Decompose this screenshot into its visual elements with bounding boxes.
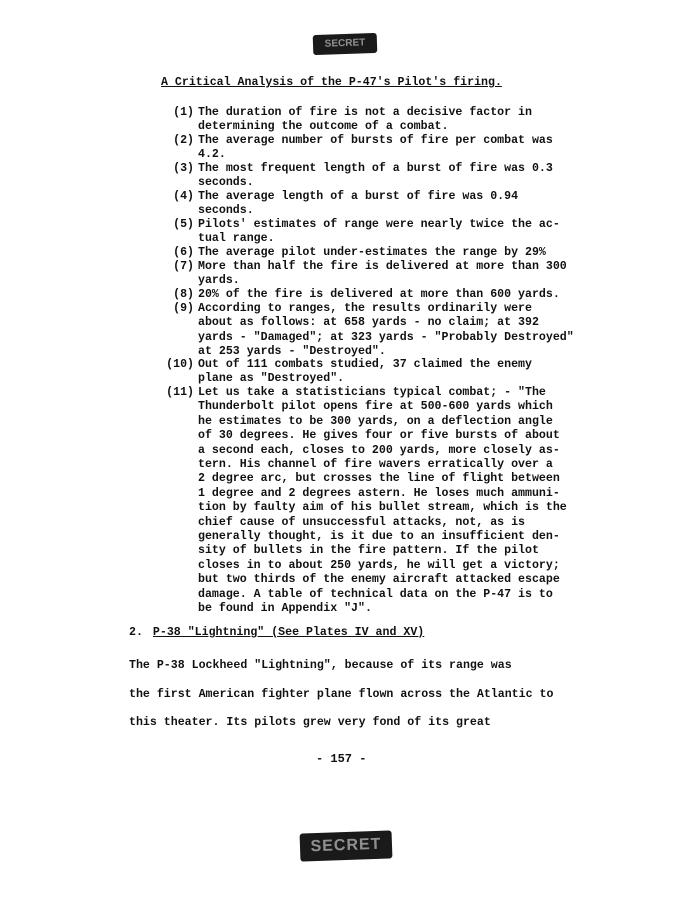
- list-item-text: Pilots' estimates of range were nearly twice the ac- tual range.: [198, 218, 560, 246]
- list-item-number: (3): [173, 162, 194, 175]
- stamp-bottom-text: SECRET: [310, 835, 382, 856]
- list-item-number: (4): [173, 190, 194, 203]
- list-item-number: (1): [173, 106, 194, 119]
- section-number: 2.: [129, 626, 143, 639]
- section-heading: [129, 626, 424, 639]
- list-item-text: Let us take a statisticians typical combat; - "The Thunderbolt pilot opens fire at 500-600 yards which he estimates to be 300 yards, on a deflection angle of 30 degrees. He gives four or five bursts of about a second each, closes to 200 yards, more closely as- tern. His channel of fire wavers erratically over a 2 degree arc, but crosses the line of flight between 1 degree and 2 degrees astern. He loses much ammuni- tion by faulty aim of his bullet stream, which is the chief cause of unsuccessful attacks, not, as is generally thought, is it due to an insufficient den- sity of bullets in the fire pattern. If the pilot closes in to about 250 yards, he will get a victory; but two thirds of the enemy aircraft attacked escape damage. A table of technical data on the P-47 is to be found in Appendix "J".: [198, 386, 567, 616]
- body-paragraph: The P-38 Lockheed "Lightning", because of its range was the first American fighter plane flown across the Atlantic to this theater. Its pilots grew very fond of its great: [129, 659, 554, 729]
- analysis-heading: A Critical Analysis of the P-47's Pilot's firing.: [161, 76, 502, 89]
- section-title: P-38 "Lightning" (See Plates IV and XV): [152, 626, 425, 639]
- list-item-number: (10): [166, 358, 194, 371]
- list-item-text: The average number of bursts of fire per combat was 4.2.: [198, 134, 553, 162]
- list-item-number: (7): [173, 260, 194, 273]
- list-item-number: (11): [166, 386, 194, 399]
- list-item-text: According to ranges, the results ordinarily were about as follows: at 658 yards - no claim; at 392 yards - "Damaged"; at 323 yards - "Probably Destroyed" at 253 yards - "Destroyed".: [198, 302, 574, 359]
- list-item-number: (9): [173, 302, 194, 315]
- list-item-text: 20% of the fire is delivered at more than 600 yards.: [198, 288, 560, 301]
- list-item-text: More than half the fire is delivered at more than 300 yards.: [198, 260, 567, 288]
- list-item-number: (6): [173, 246, 194, 259]
- list-item-number: (5): [173, 218, 194, 231]
- list-item-number: (8): [173, 288, 194, 301]
- list-item-text: The duration of fire is not a decisive factor in determining the outcome of a combat.: [198, 106, 532, 134]
- secret-stamp-bottom: [300, 830, 393, 861]
- list-item-text: Out of 111 combats studied, 37 claimed the enemy plane as "Destroyed".: [198, 358, 532, 386]
- page-number: - 157 -: [316, 752, 367, 766]
- list-item-text: The average length of a burst of fire was 0.94 seconds.: [198, 190, 519, 218]
- list-item-text: The most frequent length of a burst of fire was 0.3 seconds.: [198, 162, 553, 190]
- list-item-text: The average pilot under-estimates the range by 29%: [198, 246, 546, 259]
- secret-stamp-top: [313, 33, 378, 55]
- list-item-number: (2): [173, 134, 194, 147]
- stamp-top-text: SECRET: [324, 37, 366, 50]
